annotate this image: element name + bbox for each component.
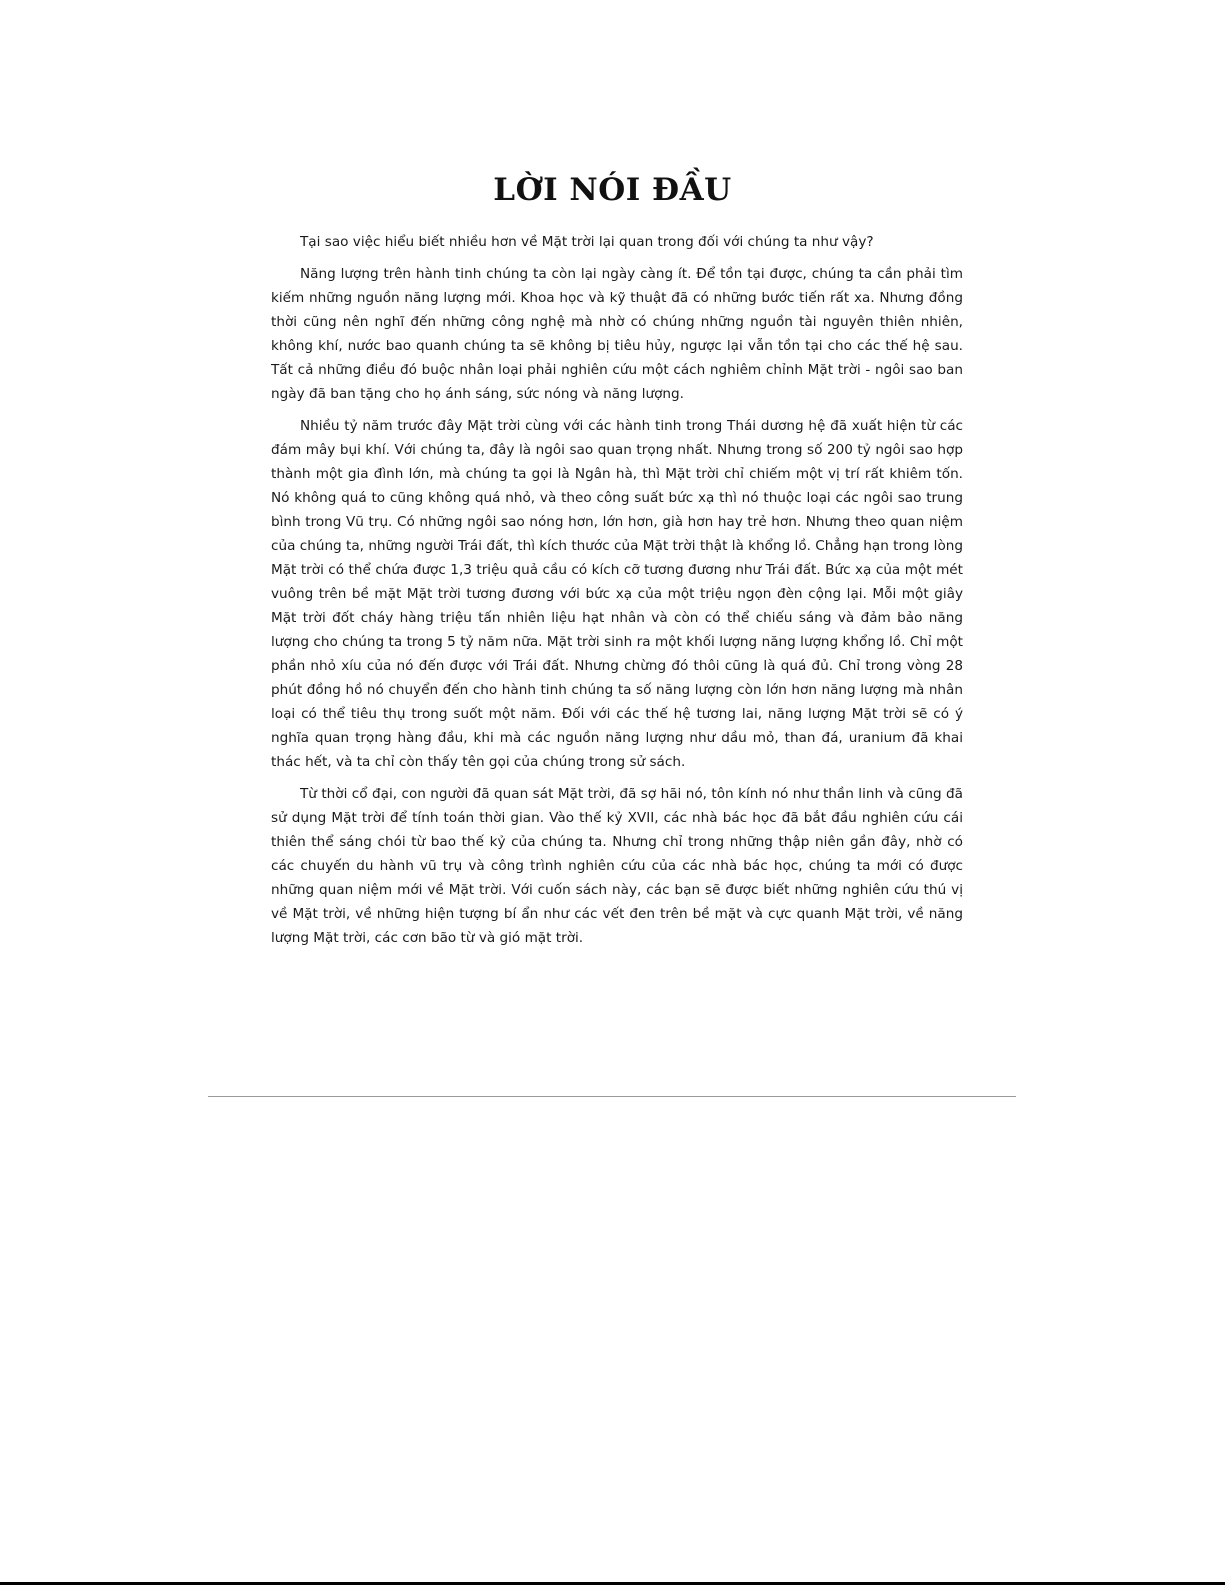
paragraph-2: Năng lượng trên hành tinh chúng ta còn lại ngày càng ít. Để tồn tại được, chúng ta cần phải tìm kiếm những nguồn năng lượng mới. Khoa học và kỹ thuật đã có những bước tiến rất xa. Nhưng đồng thời cũng nên nghĩ đến những công nghệ mà nhờ có chúng những nguồn tài nguyên thiên nhiên, không khí, nước bao quanh chúng ta sẽ không bị tiêu hủy, ngược lại vẫn tồn tại cho các thế hệ sau. Tất cả những điều đó buộc nhân loại phải nghiên cứu một cách nghiêm chỉnh Mặt trời - ngôi sao ban ngày đã ban tặng cho họ ánh sáng, sức nóng và năng lượng.: [271, 266, 963, 402]
paragraph-3: Nhiều tỷ năm trước đây Mặt trời cùng với các hành tinh trong Thái dương hệ đã xuất hiện từ các đám mây bụi khí. Với chúng ta, đây là ngôi sao quan trọng nhất. Nhưng trong số 200 tỷ ngôi sao hợp thành một gia đình lớn, mà chúng ta gọi là Ngân hà, thì Mặt trời chỉ chiếm một vị trí rất khiêm tốn. Nó không quá to cũng không quá nhỏ, và theo công suất bức xạ thì nó thuộc loại các ngôi sao trung bình trong Vũ trụ. Có những ngôi sao nóng hơn, lớn hơn, già hơn hay trẻ hơn. Nhưng theo quan niệm của chúng ta, những người Trái đất, thì kích thước của Mặt trời thật là khổng lồ. Chẳng hạn trong lòng Mặt trời có thể chứa được 1,3 triệu quả cầu có kích cỡ tương đương như Trái đất. Bức xạ của một mét vuông trên bề mặt Mặt trời tương đương với bức xạ của một triệu ngọn đèn cộng lại. Mỗi một giây Mặt trời đốt cháy hàng triệu tấn nhiên liệu hạt nhân và còn có thể chiếu sáng và đảm bảo năng lượng cho chúng ta trong 5 tỷ năm nữa. Mặt trời sinh ra một khối lượng năng lượng khổng lồ. Chỉ một phần nhỏ xíu của nó đến được với Trái đất. Nhưng chừng đó thôi cũng là quá đủ. Chỉ trong vòng 28 phút đồng hồ nó chuyển đến cho hành tinh chúng ta số năng lượng còn lớn hơn năng lượng mà nhân loại có thể tiêu thụ trong suốt một năm. Đối với các thế hệ tương lai, năng lượng Mặt trời sẽ có ý nghĩa quan trọng hàng đầu, khi mà các nguồn năng lượng như dầu mỏ, than đá, uranium đã khai thác hết, và ta chỉ còn thấy tên gọi của chúng trong sử sách.: [271, 418, 963, 770]
paragraph-1: Tại sao việc hiểu biết nhiều hơn về Mặt trời lại quan trong đối với chúng ta như vậy?: [300, 234, 874, 250]
horizontal-divider: [208, 1096, 1016, 1097]
paragraph-4: Từ thời cổ đại, con người đã quan sát Mặt trời, đã sợ hãi nó, tôn kính nó như thần linh và cũng đã sử dụng Mặt trời để tính toán thời gian. Vào thế kỷ XVII, các nhà bác học đã bắt đầu nghiên cứu cái thiên thể sáng chói từ bao thế kỷ của chúng ta. Nhưng chỉ trong những thập niên gần đây, nhờ có các chuyến du hành vũ trụ và công trình nghiên cứu của các nhà bác học, chúng ta mới có được những quan niệm mới về Mặt trời. Với cuốn sách này, các bạn sẽ được biết những nghiên cứu thú vị về Mặt trời, về những hiện tượng bí ẩn như các vết đen trên bề mặt và cực quanh Mặt trời, về năng lượng Mặt trời, các cơn bão từ và gió mặt trời.: [271, 786, 963, 946]
page-title: LỜI NÓI ĐẦU: [493, 172, 732, 208]
body-text: [271, 230, 963, 958]
